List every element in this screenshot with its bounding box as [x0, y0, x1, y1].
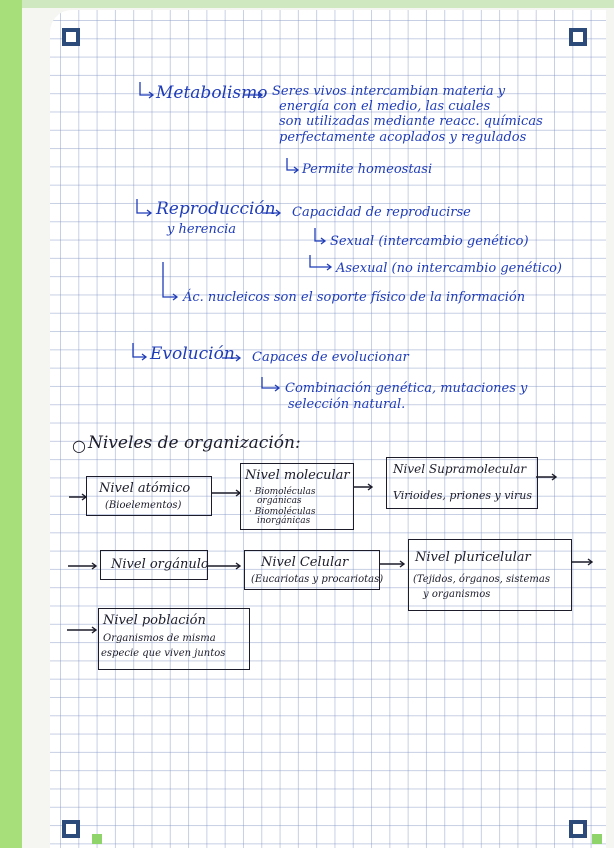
metabolismo-text-line: Seres vivos intercambian materia y: [272, 84, 506, 99]
biomoleculas-organicas: · Biomoléculas: [249, 487, 316, 497]
nivel-poblacion-title: Nivel población: [103, 613, 206, 628]
nivel-poblacion-box: [98, 608, 250, 670]
nivel-molecular-title: Nivel molecular: [245, 468, 350, 483]
nivel-atomico-box: [86, 476, 212, 516]
biomoleculas-inorganicas: · Biomoléculas: [249, 507, 316, 517]
nivel-pluricelular-box: [408, 539, 572, 611]
nivel-poblacion-sub: Organismos de misma: [103, 633, 216, 644]
corner-mark-icon: [62, 28, 80, 46]
reproduccion-asexual: Asexual (no intercambio genético): [336, 261, 563, 276]
nivel-celular-box: [244, 550, 384, 590]
nivel-pluricelular-title: Nivel pluricelular: [415, 550, 531, 565]
nivel-molecular-box: [240, 463, 354, 530]
green-square-icon: [92, 834, 102, 844]
nivel-supramolecular-box: [386, 457, 538, 509]
nivel-pluricelular-sub-2: y organismos: [423, 589, 491, 600]
nivel-poblacion-sub-2: especie que viven juntos: [101, 648, 226, 659]
bullet-icon: ○: [72, 436, 86, 455]
corner-mark-icon: [62, 820, 80, 838]
nivel-atomico-title: Nivel atómico: [99, 481, 191, 496]
biomoleculas-inorganicas-2: inorgánicas: [257, 516, 311, 526]
evolucion-text: Capaces de evolucionar: [252, 350, 409, 365]
nivel-atomico-sub: (Bioelementos): [105, 500, 182, 511]
evolucion-sub-line: selección natural.: [288, 397, 406, 412]
reproduccion-text: Capacidad de reproducirse: [292, 205, 471, 220]
reproduccion-acidos: Ác. nucleicos son el soporte físico de la información: [183, 290, 526, 305]
reproduccion-label: Reproducción: [156, 199, 276, 219]
biomoleculas-organicas-2: orgánicas: [257, 496, 302, 506]
metabolismo-text-line: energía con el medio, las cuales: [279, 99, 491, 114]
metabolismo-text-line: perfectamente acoplados y regulados: [279, 130, 527, 145]
nivel-pluricelular-sub: (Tejidos, órganos, sistemas: [413, 574, 551, 585]
evolucion-label: Evolución: [150, 344, 235, 364]
metabolismo-label: Metabolismo: [156, 83, 268, 103]
green-square-icon: [592, 834, 602, 844]
nivel-celular-title: Nivel Celular: [261, 555, 349, 570]
nivel-organulo-box: [100, 550, 208, 580]
nivel-supramolecular-title: Nivel Supramolecular: [393, 462, 527, 476]
top-strip: [0, 0, 614, 8]
nivel-organulo-title: Nivel orgánulo: [111, 557, 209, 572]
niveles-heading: Niveles de organización:: [88, 433, 301, 453]
reproduccion-label-2: y herencia: [167, 222, 237, 237]
corner-mark-icon: [569, 28, 587, 46]
binder-strip: [0, 0, 22, 848]
metabolismo-text-line: son utilizadas mediante reacc. químicas: [279, 114, 543, 129]
evolucion-sub-line: Combinación genética, mutaciones y: [285, 381, 528, 396]
nivel-supramolecular-sub: Virioides, priones y virus: [393, 489, 532, 502]
metabolismo-sub: Permite homeostasi: [302, 162, 433, 177]
nivel-celular-sub: (Eucariotas y procariotas): [251, 574, 384, 585]
reproduccion-sexual: Sexual (intercambio genético): [330, 234, 529, 249]
corner-mark-icon: [569, 820, 587, 838]
